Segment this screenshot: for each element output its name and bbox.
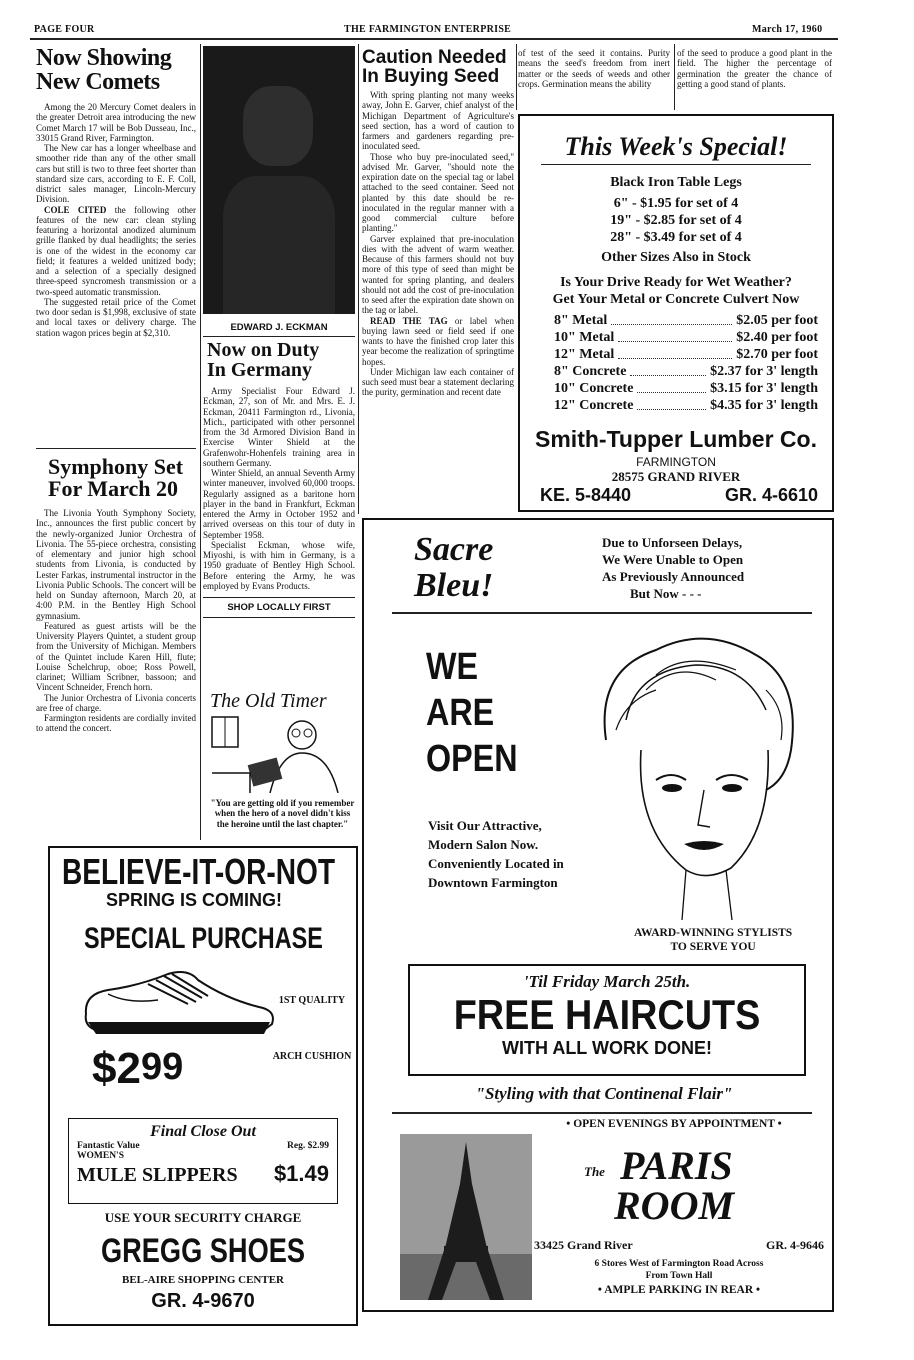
comets-headline-1: Now Showing	[36, 45, 172, 71]
culvert-price: $2.37 for 3' length	[710, 364, 818, 379]
spring-is-coming: SPRING IS COMING!	[106, 890, 283, 910]
seed-tag-text: or label when buying lawn seed or field seed if one wants to have the finished crop later this year become the realization of springtime hopes.	[362, 315, 514, 367]
symphony-article	[36, 456, 196, 734]
divider	[203, 336, 355, 337]
old-timer-quote: "You are getting old if you remember when the hero of a novel didn't kiss the heroine until the last chapter."	[210, 798, 355, 829]
seed-continued-2: of the seed to produce a good plant in the field. The higher the percentage of germination the greater the chance of getting a good stand of plants.	[677, 48, 832, 89]
symphony-paragraph: The Junior Orchestra of Livonia concerts are free of charge.	[36, 692, 196, 713]
visit-line: Downtown Farmington	[428, 875, 558, 890]
culvert-price-list	[520, 312, 832, 414]
sneaker-price	[92, 1044, 183, 1094]
newspaper-name: THE FARMINGTON ENTERPRISE	[344, 24, 512, 35]
comets-paragraph	[36, 205, 196, 297]
til-friday: 'Til Friday March 25th.	[523, 972, 691, 991]
price-cents: 99	[140, 1046, 184, 1088]
culvert-item: 10" Concrete	[554, 381, 634, 396]
lumber-ad	[518, 114, 834, 512]
column-rule	[200, 44, 201, 840]
culvert-price: $2.70 per foot	[736, 347, 818, 362]
eckman-paragraph: Army Specialist Four Edward J. Eckman, 27, son of Mr. and Mrs. E. J. Eckman, 20411 Farmington rd., Livonia, Mich., participated with other personnel from the 3d Armored Division Band in Exercise Winter Shield at the Grafenwohr-Hohenfels training area in southern Germany.	[203, 386, 355, 468]
shop-locally-label: SHOP LOCALLY FIRST	[227, 602, 331, 613]
delay-notice	[602, 534, 744, 602]
culvert-item: 8" Concrete	[554, 364, 627, 379]
column-rule	[674, 44, 675, 110]
portrait-shoulders	[223, 176, 335, 314]
seed-headline-2: In Buying Seed	[362, 66, 500, 87]
culvert-price-row	[554, 329, 818, 346]
believe-headline: BELIEVE-IT-OR-NOT	[62, 851, 335, 892]
we-are-open	[426, 644, 518, 782]
lumber-company: Smith-Tupper Lumber Co.	[535, 426, 817, 452]
page-number: PAGE FOUR	[34, 24, 95, 35]
final-close-out: Final Close Out	[150, 1123, 256, 1140]
paris-parking: • AMPLE PARKING IN REAR •	[597, 1284, 761, 1296]
sacre-text: Sacre	[414, 531, 494, 568]
eckman-article	[203, 322, 355, 620]
culvert-price: $4.35 for 3' length	[710, 398, 818, 413]
gregg-shoes-name: GREGG SHOES	[100, 1232, 306, 1270]
lumber-item: Black Iron Table Legs	[610, 175, 742, 190]
symphony-paragraph: The Livonia Youth Symphony Society, Inc., announces the first public concert by the newly-organized Junior Orchestra of Livonia. The 55-piece orchestra, consisting of elementary and junior high school students from Livonia, is conducted by Lester Farkas, instrumental instructor in the Livonia Public Schools. The concert will be held on Sunday afternoon, March 20, at 4:00 P.M. in the Bentley High School gymnasium.	[36, 508, 196, 621]
eckman-photo	[203, 46, 355, 314]
styling-slogan: "Styling with that Continenal Flair"	[475, 1084, 733, 1103]
seed-paragraph: With spring planting not many weeks away, John E. Garver, chief analyst of the Michigan Department of Agriculture's seed section, has a word of caution to farmers and gardeners regarding pre-inoculated seed.	[362, 90, 514, 152]
column-rule	[358, 44, 359, 514]
sneaker-image	[78, 964, 278, 1040]
visit-line: Conveniently Located in	[428, 856, 564, 871]
divider	[203, 617, 355, 618]
directions-line: 6 Stores West of Farmington Road Across	[594, 1259, 764, 1269]
seed-article	[362, 48, 514, 398]
close-out-values	[69, 1141, 337, 1151]
leg-price: 28" - $3.49 for set of 4	[610, 230, 742, 245]
comets-cited-text: the following other features of the new car: clean styling featuring a horizontal anodized aluminum grille flanked by dual headlights; the series is one of the widest in the economy car field; it features a welded unitized body; and a selection of a specially designed three-speed syncromesh transmission or a two-speed automatic transmission.	[36, 204, 196, 297]
culvert-item: 12" Concrete	[554, 398, 634, 413]
leader-dots	[637, 380, 706, 393]
eckman-paragraph: Specialist Eckman, whose wife, Miyoshi, is with him in Germany, is a 1950 graduate of Bentley High School. Before entering the Army, he was employed by Evans Products.	[203, 539, 355, 591]
open-evenings-text: OPEN EVENINGS BY APPOINTMENT	[573, 1118, 775, 1130]
culvert-price-row	[554, 397, 818, 414]
comets-paragraph: Among the 20 Mercury Comet dealers in the greater Detroit area introducing the new Comet March 17 will be Bob Dusseau, Inc., 33015 Grand River, Farmington.	[36, 102, 196, 143]
symphony-paragraph: Featured as guest artists will be the University Players Quintet, a student group from the University of Michigan. Members of the Quintet include Karen Hill, flute; Louise Schelchrup, oboe; Ross Powell, clarinet; William Scribner, bassoon; and Vincent Schneider, French horn.	[36, 620, 196, 693]
paris-contact	[534, 1238, 824, 1253]
seed-tag-lead: READ THE TAG	[370, 315, 448, 326]
culvert-item: 10" Metal	[554, 330, 615, 345]
eckman-body	[203, 386, 355, 591]
womens-label: WOMEN'S	[77, 1151, 124, 1161]
old-timer-title: The Old Timer	[210, 690, 327, 712]
delay-line: But Now - - -	[630, 586, 702, 601]
seed-paragraph: Those who buy pre-inoculated seed," advised Mr. Garver, "should note the expiration date on the special tag or label attached to the seed container. Seed not planted by this date should be re-inoculated in the regular manner with a good commercial culture before planting."	[362, 151, 514, 234]
seed-headline-1: Caution Needed	[362, 47, 507, 68]
header-rule	[30, 38, 838, 40]
lumber-phone: GR. 4-6610	[724, 485, 818, 505]
eckman-paragraph: Winter Shield, an annual Seventh Army winter maneuver, involved 60,000 troops. Regularly assigned as a baritone horn player in the band in Frankfurt, Eckman entered the Army in October 1952 and arrived overseas on this tour of duty in September 1958.	[203, 468, 355, 540]
lumber-phones	[520, 485, 832, 506]
culvert-price-row	[554, 363, 818, 380]
award-line: TO SERVE YOU	[670, 941, 756, 953]
seed-continued-1: of test of the seed it contains. Purity means the seed's freedom from inert matter or the seeds of weeds and other crops. Germination means the ability	[518, 48, 670, 89]
open-word: ARE	[426, 692, 495, 734]
old-timer-cartoon	[210, 713, 355, 793]
regular-price: Reg. $2.99	[287, 1141, 329, 1151]
comets-cited-lead: COLE CITED	[44, 204, 107, 215]
delay-line: We Were Unable to Open	[602, 552, 744, 567]
portrait-shape	[243, 86, 313, 166]
culvert-item: 12" Metal	[554, 347, 615, 362]
culvert-price-row	[554, 380, 818, 397]
woman-illustration	[586, 630, 816, 930]
leg-price: 6" - $1.95 for set of 4	[613, 196, 739, 211]
eckman-headline-1: Now on Duty	[207, 339, 320, 361]
comets-article	[36, 46, 196, 338]
paris-phone: GR. 4-9646	[766, 1238, 824, 1252]
culvert-price: $2.40 per foot	[736, 330, 818, 345]
culvert-item: 8" Metal	[554, 313, 608, 328]
leg-price: 19" - $2.85 for set of 4	[610, 213, 742, 228]
culvert-price-row	[554, 346, 818, 363]
divider	[392, 1112, 812, 1114]
bleu-text: Bleu!	[414, 566, 494, 604]
column-rule	[516, 44, 517, 110]
symphony-body	[36, 508, 196, 734]
paris-room-ad	[362, 518, 834, 1312]
award-text	[634, 926, 792, 954]
mule-slippers-row	[69, 1161, 337, 1187]
eckman-headline-2: In Germany	[207, 359, 312, 381]
lumber-other-sizes: Other Sizes Also in Stock	[601, 250, 751, 265]
comets-body	[36, 102, 196, 338]
culvert-price: $2.05 per foot	[736, 313, 818, 328]
culvert-price: $3.15 for 3' length	[710, 381, 818, 396]
culvert-price-row	[554, 312, 818, 329]
room-name: ROOM	[614, 1183, 735, 1228]
delay-line: As Previously Announced	[602, 569, 745, 584]
comets-headline-2: New Comets	[36, 69, 160, 95]
paris-name: PARIS	[620, 1143, 733, 1188]
open-word: WE	[426, 646, 479, 688]
delay-line: Due to Unforseen Delays,	[602, 535, 743, 550]
visit-line: Visit Our Attractive,	[428, 818, 542, 833]
open-word: OPEN	[426, 738, 518, 780]
close-out-box	[68, 1118, 338, 1204]
parking-text: AMPLE PARKING IN REAR	[604, 1284, 754, 1296]
directions-line: From Town Hall	[645, 1271, 713, 1281]
security-charge: USE YOUR SECURITY CHARGE	[104, 1210, 302, 1225]
paris-the: The	[584, 1164, 605, 1179]
lumber-phone: KE. 5-8440	[540, 485, 632, 505]
divider	[392, 612, 812, 614]
seed-paragraph: Under Michigan law each container of such seed must bear a statement declaring the purity, germination and recent date	[362, 366, 514, 398]
award-line: AWARD-WINNING STYLISTS	[634, 927, 793, 939]
symphony-headline-1: Symphony Set	[48, 454, 184, 479]
with-all-work: WITH ALL WORK DONE!	[502, 1038, 712, 1058]
special-purchase: SPECIAL PURCHASE	[84, 922, 323, 955]
shopping-center: BEL-AIRE SHOPPING CENTER	[122, 1274, 284, 1286]
lumber-question-2: Get Your Metal or Concrete Culvert Now	[552, 292, 800, 307]
eckman-caption: EDWARD J. ECKMAN	[230, 322, 328, 333]
seed-paragraph: Garver explained that pre-inoculation dies with the advent of warm weather. Because of this farmers should not buy more of this type of seed than might be wanted for spring planting, and dealers should not add the cost of pre-inoculation to seed after the expiration date shown on the tag or label.	[362, 233, 514, 316]
leader-dots	[637, 397, 706, 410]
lumber-question-1: Is Your Drive Ready for Wet Weather?	[560, 275, 792, 290]
leader-dots	[618, 329, 732, 342]
leader-dots	[618, 346, 732, 359]
sacre-bleu	[414, 532, 493, 603]
lumber-special-title: This Week's Special!	[564, 132, 788, 161]
free-haircuts-box	[408, 964, 806, 1076]
symphony-headline-2: For March 20	[48, 476, 178, 501]
visit-line: Modern Salon Now.	[428, 837, 539, 852]
price-dollars: $2	[92, 1044, 141, 1093]
divider	[203, 597, 355, 598]
issue-date: March 17, 1960	[752, 24, 823, 35]
open-evenings: • OPEN EVENINGS BY APPOINTMENT •	[566, 1118, 782, 1130]
lumber-leg-list	[520, 195, 832, 246]
divider	[541, 164, 811, 165]
free-haircuts: FREE HAIRCUTS	[453, 991, 761, 1038]
fantastic-value: Fantastic Value	[77, 1141, 140, 1151]
lumber-address: 28575 GRAND RIVER	[611, 469, 741, 484]
leader-dots	[630, 363, 706, 376]
seed-paragraph	[362, 316, 514, 367]
paris-address: 33425 Grand River	[534, 1238, 633, 1252]
mule-price: $1.49	[273, 1161, 329, 1186]
divider	[36, 448, 196, 449]
gregg-shoes-ad	[48, 846, 358, 1326]
arch-cushion: ARCH CUSHION	[272, 1051, 352, 1062]
old-timer-box	[210, 690, 355, 829]
visit-text	[428, 816, 564, 892]
comets-paragraph: The suggested retail price of the Comet two door sedan is $1,998, exclusive of state and local taxes or delivery charge. The station wagon prices begin at $2,310.	[36, 296, 196, 338]
gregg-phone: GR. 4-9670	[151, 1290, 255, 1312]
paris-directions	[544, 1258, 814, 1282]
lumber-city: FARMINGTON	[636, 455, 716, 469]
mule-slippers: MULE SLIPPERS	[77, 1164, 238, 1186]
symphony-paragraph: Farmington residents are cordially invited to attend the concert.	[36, 713, 196, 734]
seed-body	[362, 90, 514, 398]
leader-dots	[611, 312, 732, 325]
comets-paragraph: The New car has a longer wheelbase and smoother ride than any of the other small cars but still is two to three feet shorter than standard size cars, according to E. F. Coll, district sales manager, Lincoln-Mercury Division.	[36, 143, 196, 205]
eiffel-tower-image	[400, 1134, 532, 1300]
first-quality: 1ST QUALITY	[278, 995, 346, 1006]
